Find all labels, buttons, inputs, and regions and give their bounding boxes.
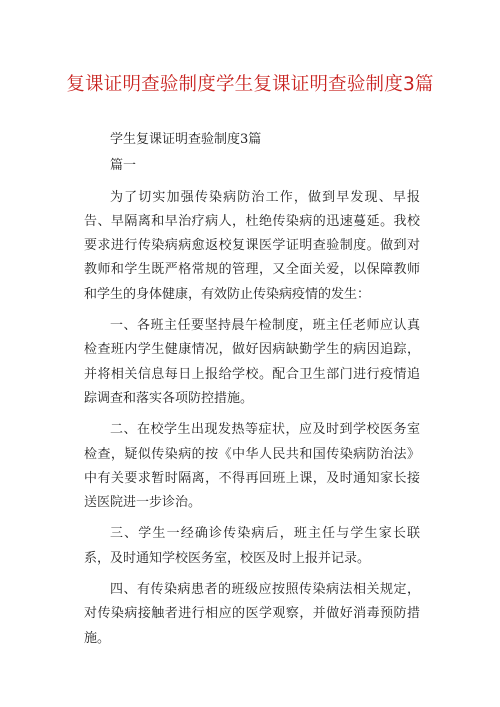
body-paragraph-3: 三、学生一经确诊传染病后，班主任与学生家长联系，及时通知学校医务室，校医及时上报并记录。 [84,526,420,566]
body-paragraph-4: 四、有传染病患者的班级应按照传染病法相关规定，对传染病接触者进行相应的医学观察，并做好消毒预防措施。 [84,582,420,646]
document-body [84,128,420,651]
document-subtitle: 学生复课证明查验制度3篇 [110,132,262,147]
body-paragraph-1: 一、各班主任要坚持晨午检制度，班主任老师应认真检查班内学生健康情况，做好因病缺勤学生的病因追踪，并将相关信息每日上报给学校。配合卫生部门进行疫情追踪调查和落实各项防控措施。 [84,318,420,406]
body-paragraph-intro: 为了切实加强传染病防治工作，做到早发现、早报告、早隔离和早治疗病人，杜绝传染病的迅速蔓延。我校要求进行传染病病愈返校复课医学证明查验制度。做到对教师和学生既严格常规的管理，又全面关爱，以保障教师和学生的身体健康，有效防止传染病疫情的发生： [84,189,420,302]
section-label: 篇一 [110,158,137,174]
document-title: 复课证明查验制度学生复课证明查验制度3篇 [66,74,434,95]
body-paragraph-2: 二、在校学生出现发热等症状，应及时到学校医务室检查，疑似传染病的按《中华人民共和国传染病防治法》中有关要求暂时隔离，不得再回班上课，及时通知家长接送医院进一步诊治。 [84,422,420,511]
